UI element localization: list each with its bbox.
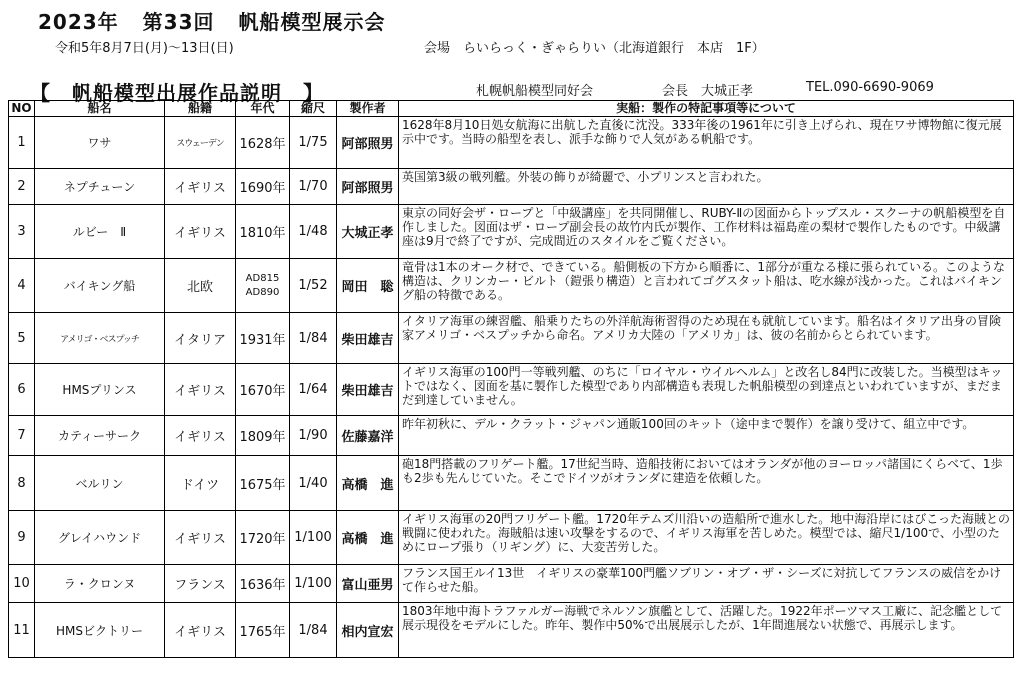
row-no: 1: [9, 117, 35, 169]
table-row: [9, 169, 1014, 205]
ship-year: 1810年: [236, 205, 290, 259]
ship-maker: 岡田 聡: [337, 259, 399, 313]
ship-maker: 高橋 進: [337, 456, 399, 511]
ship-description: 竜骨は1本のオーク材で、できている。船側板の下方から順番に、1部分が重なる様に張られている。このような構造は、クリンカー・ビルト（鎧張り構造）と言われてゴグスタット船は、吃水線が浅かった。これはバイキング船の特徴である。: [399, 259, 1014, 313]
ship-nation: イギリス: [165, 603, 236, 658]
ship-year: AD815 AD890: [236, 259, 290, 313]
table-row: [9, 565, 1014, 603]
ship-nation: イギリス: [165, 364, 236, 416]
ship-nation: イギリス: [165, 205, 236, 259]
ship-description: 英国第3級の戦列艦。外装の飾りが綺麗で、小プリンスと言われた。: [399, 169, 1014, 205]
ship-nation: 北欧: [165, 259, 236, 313]
ship-scale: 1/84: [290, 603, 337, 658]
ship-year: 1690年: [236, 169, 290, 205]
col-name-header: 船名: [35, 101, 165, 117]
ship-maker: 大城正孝: [337, 205, 399, 259]
col-scale-header: 縮尺: [290, 101, 337, 117]
ship-scale: 1/64: [290, 364, 337, 416]
ship-description: 1803年地中海トラファルガー海戦でネルソン旗艦として、活躍した。1922年ポーツマス工廠に、記念艦として展示現役をモデルにした。昨年、製作中50%で出展展示したが、1年間進展ない状態で、再展示します。: [399, 603, 1014, 658]
table-row: [9, 456, 1014, 511]
ship-nation: イタリア: [165, 313, 236, 364]
col-maker-header: 製作者: [337, 101, 399, 117]
col-no-header: NO: [9, 101, 35, 117]
row-no: 8: [9, 456, 35, 511]
event-heading: [38, 6, 386, 35]
ship-scale: 1/48: [290, 205, 337, 259]
ship-year: 1765年: [236, 603, 290, 658]
event-venue: 会場 らいらっく・ぎゃらりい（北海道銀行 本店 1F）: [424, 41, 765, 56]
ship-name: ネプチューン: [35, 169, 165, 205]
col-desc-header: 実船：製作の特記事項等について: [399, 101, 1014, 117]
ship-scale: 1/84: [290, 313, 337, 364]
ship-scale: 1/75: [290, 117, 337, 169]
ship-description: フランス国王ルイ13世 イギリスの豪華100門艦ソブリン・オブ・ザ・シーズに対抗してフランスの威信をかけて作らせた船。: [399, 565, 1014, 603]
ship-nation: イギリス: [165, 169, 236, 205]
table-row: [9, 364, 1014, 416]
table-row: [9, 603, 1014, 658]
club-president: 会長 大城正孝: [662, 84, 754, 99]
table-row: [9, 117, 1014, 169]
ship-maker: 柴田雄吉: [337, 313, 399, 364]
ship-maker: 相内宣宏: [337, 603, 399, 658]
exhibit-table: [8, 100, 1014, 658]
ship-scale: 1/100: [290, 511, 337, 565]
ship-year: 1636年: [236, 565, 290, 603]
ship-scale: 1/40: [290, 456, 337, 511]
table-row: [9, 259, 1014, 313]
ship-maker: 佐藤嘉洋: [337, 416, 399, 456]
ship-nation: イギリス: [165, 511, 236, 565]
row-no: 11: [9, 603, 35, 658]
ship-maker: 柴田雄吉: [337, 364, 399, 416]
table-row: [9, 416, 1014, 456]
ship-maker: 富山亜男: [337, 565, 399, 603]
ship-name: ベルリン: [35, 456, 165, 511]
ship-description: 昨年初秋に、デル・クラット・ジャパン通販100回のキット（途中まで製作）を譲り受けて、組立中です。: [399, 416, 1014, 456]
ship-name: ルビー Ⅱ: [35, 205, 165, 259]
col-nation-header: 船籍: [165, 101, 236, 117]
ship-year: 1809年: [236, 416, 290, 456]
ship-name: ワサ: [35, 117, 165, 169]
ship-scale: 1/100: [290, 565, 337, 603]
row-no: 5: [9, 313, 35, 364]
club-name: 札幌帆船模型同好会: [476, 84, 594, 99]
ship-name: グレイハウンド: [35, 511, 165, 565]
row-no: 7: [9, 416, 35, 456]
ship-description: 1628年8月10日処女航海に出航した直後に沈没。333年後の1961年に引き上げられ、現在ワサ博物館に復元展示中です。当時の船型を表し、派手な飾りで人気がある帆船です。: [399, 117, 1014, 169]
ship-scale: 1/52: [290, 259, 337, 313]
ship-scale: 1/90: [290, 416, 337, 456]
section-title: 【 帆船模型出展作品説明 】: [30, 81, 324, 105]
ship-name: ラ・クロンヌ: [35, 565, 165, 603]
table-row: [9, 205, 1014, 259]
ship-maker: 高橋 進: [337, 511, 399, 565]
ship-scale: 1/70: [290, 169, 337, 205]
ship-nation: スウェーデン: [165, 117, 236, 169]
ship-nation: フランス: [165, 565, 236, 603]
ship-description: イタリア海軍の練習艦、船乗りたちの外洋航海術習得のため現在も就航しています。船名はイタリア出身の冒険家アメリゴ・ベスプッチから命名。アメリカ大陸の「アメリカ」は、彼の名前からとられています。: [399, 313, 1014, 364]
club-phone: TEL.090-6690-9069: [806, 80, 934, 95]
ship-year: 1931年: [236, 313, 290, 364]
event-year: 2023年: [38, 10, 119, 34]
row-no: 6: [9, 364, 35, 416]
row-no: 4: [9, 259, 35, 313]
ship-name: HMSビクトリー: [35, 603, 165, 658]
table-row: [9, 511, 1014, 565]
ship-name: カティーサーク: [35, 416, 165, 456]
row-no: 3: [9, 205, 35, 259]
ship-description: 砲18門搭載のフリゲート艦。17世紀当時、造船技術においてはオランダが他のヨーロッパ諸国にくらべて、1歩も2歩も先んじていた。そこでドイツがオランダに建造を依頼した。: [399, 456, 1014, 511]
ship-maker: 阿部照男: [337, 169, 399, 205]
event-edition: 第33回: [142, 10, 215, 34]
table-header-row: [9, 101, 1014, 117]
ship-name: バイキング船: [35, 259, 165, 313]
ship-description: イギリス海軍の100門一等戦列艦、のちに「ロイヤル・ウイルヘルム」と改名し84門に改装した。当模型はキットではなく、図面を基に製作した模型であり内部構造も表現した帆船模型の到達点といわれていますが、まだまだ到達していません。: [399, 364, 1014, 416]
col-year-header: 年代: [236, 101, 290, 117]
ship-name: アメリゴ・ベスプッチ: [35, 313, 165, 364]
ship-description: イギリス海軍の20門フリゲート艦。1720年テムズ川沿いの造船所で進水した。地中海沿岸にはびこった海賊との戦闘に使われた。海賊船は速い攻撃をするので、イギリス海軍を苦しめた。模型では、縮尺1/100で、小型のためにロープ張り（リギング）に、大変苦労した。: [399, 511, 1014, 565]
ship-maker: 阿部照男: [337, 117, 399, 169]
row-no: 2: [9, 169, 35, 205]
ship-year: 1720年: [236, 511, 290, 565]
row-no: 9: [9, 511, 35, 565]
event-dates: 令和5年8月7日(月)～13日(日): [55, 41, 234, 56]
event-title: 帆船模型展示会: [238, 10, 386, 34]
table-row: [9, 313, 1014, 364]
ship-name: HMSプリンス: [35, 364, 165, 416]
ship-nation: イギリス: [165, 416, 236, 456]
ship-year: 1675年: [236, 456, 290, 511]
ship-year: 1670年: [236, 364, 290, 416]
ship-nation: ドイツ: [165, 456, 236, 511]
ship-year: 1628年: [236, 117, 290, 169]
ship-description: 東京の同好会ザ・ロープと「中級講座」を共同開催し、RUBY-Ⅱの図面からトップスル・スクーナの帆船模型を自作しました。図面はザ・ロープ副会長の故竹内氏が製作、工作材料は福島産の梨材で製作したものです。中級講座は9月で終了ですが、完成間近のスタイルをご覧ください。: [399, 205, 1014, 259]
row-no: 10: [9, 565, 35, 603]
